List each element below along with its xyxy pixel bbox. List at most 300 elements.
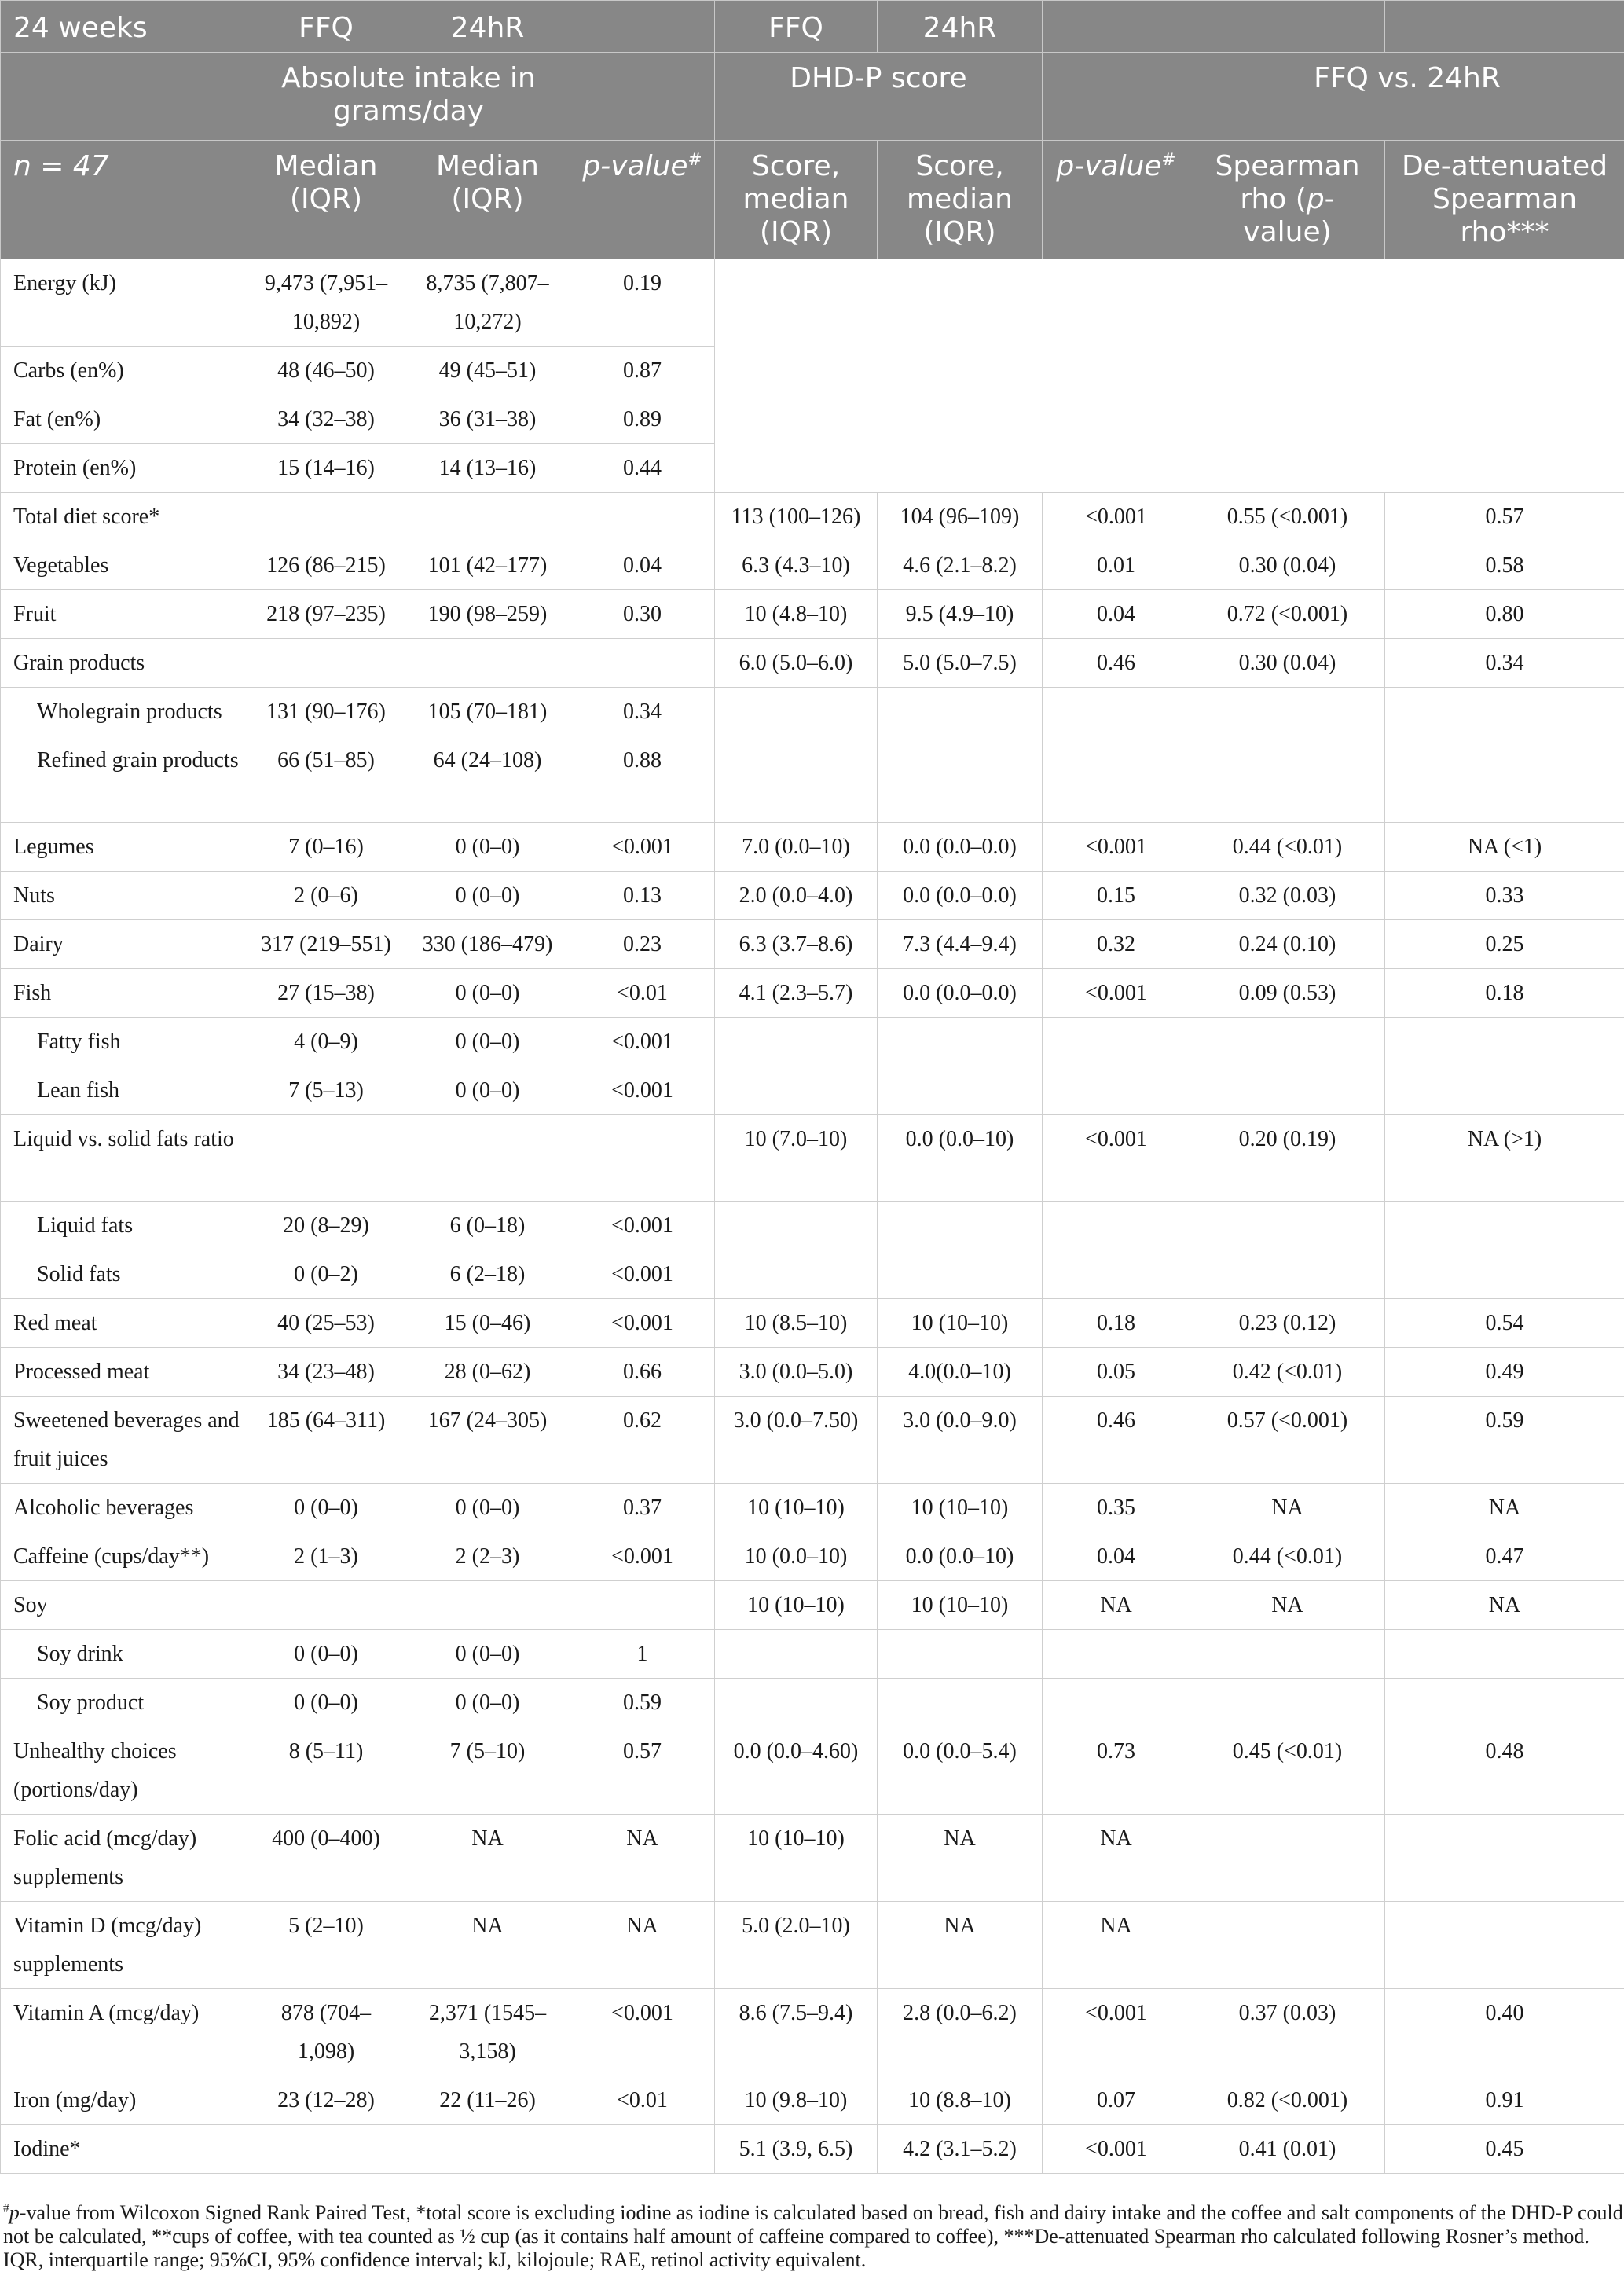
table-cell: NA (<1) — [1385, 823, 1624, 872]
table-cell: <0.001 — [570, 1202, 715, 1250]
table-cell — [1190, 688, 1385, 736]
row-label: Energy (kJ) — [1, 259, 247, 347]
table-cell: 101 (42–177) — [405, 541, 570, 590]
header-empty-3 — [1190, 1, 1385, 53]
table-cell — [878, 1066, 1043, 1115]
table-cell: 190 (98–259) — [405, 590, 570, 639]
table-row — [1, 1299, 1624, 1348]
header-24hr-2: 24hR — [878, 1, 1043, 53]
table-cell — [715, 736, 878, 823]
header-row-1 — [1, 1, 1624, 53]
table-cell: 0.01 — [1043, 541, 1190, 590]
table-cell: 7.0 (0.0–10) — [715, 823, 878, 872]
table-cell: 5.0 (2.0–10) — [715, 1902, 878, 1989]
table-cell: 4.1 (2.3–5.7) — [715, 969, 878, 1018]
table-cell: 0.20 (0.19) — [1190, 1115, 1385, 1202]
table-cell: 0.89 — [570, 395, 715, 444]
row-label: Red meat — [1, 1299, 247, 1348]
table-cell — [1190, 1679, 1385, 1727]
table-cell: 2.0 (0.0–4.0) — [715, 872, 878, 920]
table-cell — [1190, 1902, 1385, 1989]
table-row — [1, 920, 1624, 969]
header-24hr-1: 24hR — [405, 1, 570, 53]
table-cell: 10 (10–10) — [878, 1581, 1043, 1630]
table-row — [1, 1679, 1624, 1727]
table-row — [1, 590, 1624, 639]
table-cell: 22 (11–26) — [405, 2076, 570, 2125]
table-cell: 0.34 — [570, 688, 715, 736]
table-cell — [1190, 1815, 1385, 1902]
table-cell — [1043, 1018, 1190, 1066]
row-label: Processed meat — [1, 1348, 247, 1397]
table-cell: 113 (100–126) — [715, 493, 878, 541]
table-cell: 6 (0–18) — [405, 1202, 570, 1250]
table-row — [1, 1815, 1624, 1902]
table-cell — [1043, 444, 1190, 493]
table-cell — [1043, 1630, 1190, 1679]
header-sample-size: n = 47 — [1, 141, 247, 259]
table-cell — [1043, 1202, 1190, 1250]
table-cell: 3.0 (0.0–5.0) — [715, 1348, 878, 1397]
table-cell: 0.0 (0.0–10) — [878, 1532, 1043, 1581]
table-cell — [405, 1115, 570, 1202]
table-cell: <0.001 — [1043, 1989, 1190, 2076]
table-cell: <0.001 — [570, 1532, 715, 1581]
table-cell: 0 (0–0) — [247, 1484, 405, 1532]
table-cell: <0.001 — [1043, 493, 1190, 541]
table-cell: 10 (8.5–10) — [715, 1299, 878, 1348]
table-cell: 2 (0–6) — [247, 872, 405, 920]
table-cell: 0 (0–0) — [405, 1484, 570, 1532]
row-label: Fatty fish — [1, 1018, 247, 1066]
table-cell: 0.34 — [1385, 639, 1624, 688]
row-label: Alcoholic beverages — [1, 1484, 247, 1532]
table-cell: <0.001 — [1043, 969, 1190, 1018]
row-label: Lean fish — [1, 1066, 247, 1115]
table-cell: 400 (0–400) — [247, 1815, 405, 1902]
table-cell: NA (>1) — [1385, 1115, 1624, 1202]
table-cell: 185 (64–311) — [247, 1397, 405, 1484]
table-cell: 0 (0–0) — [405, 872, 570, 920]
pvalue-label: p-value — [1056, 150, 1161, 182]
table-cell: 0.19 — [570, 259, 715, 347]
table-cell: 0 (0–0) — [247, 1630, 405, 1679]
table-cell — [1043, 1679, 1190, 1727]
table-cell — [570, 1115, 715, 1202]
table-cell: 0.33 — [1385, 872, 1624, 920]
table-cell: 0.45 (<0.01) — [1190, 1727, 1385, 1815]
table-cell — [715, 1066, 878, 1115]
row-label: Caffeine (cups/day**) — [1, 1532, 247, 1581]
table-cell: 0 (0–0) — [405, 1630, 570, 1679]
header-absolute-intake: Absolute intake in grams/day — [247, 53, 570, 141]
table-cell — [247, 1115, 405, 1202]
table-cell — [1190, 736, 1385, 823]
table-cell: 0.0 (0.0–0.0) — [878, 872, 1043, 920]
table-cell: 7 (5–10) — [405, 1727, 570, 1815]
table-row — [1, 1532, 1624, 1581]
table-cell: 15 (14–16) — [247, 444, 405, 493]
table-row — [1, 444, 1624, 493]
table-cell: 2 (1–3) — [247, 1532, 405, 1581]
header-score-median-ffq: Score, median (IQR) — [715, 141, 878, 259]
header-pvalue-absolute — [570, 141, 715, 259]
table-cell: 5.0 (5.0–7.5) — [878, 639, 1043, 688]
row-label: Grain products — [1, 639, 247, 688]
header-deattenuated-rho: De-attenuated Spearman rho*** — [1385, 141, 1624, 259]
table-row — [1, 2076, 1624, 2125]
table-cell — [715, 1018, 878, 1066]
table-cell: <0.01 — [570, 2076, 715, 2125]
table-cell: 0.44 (<0.01) — [1190, 823, 1385, 872]
table-cell: <0.001 — [570, 1066, 715, 1115]
table-row — [1, 1484, 1624, 1532]
table-cell: 10 (9.8–10) — [715, 2076, 878, 2125]
table-cell: 36 (31–38) — [405, 395, 570, 444]
table-row — [1, 1902, 1624, 1989]
row-label: Fish — [1, 969, 247, 1018]
table-cell: 0.15 — [1043, 872, 1190, 920]
table-cell — [570, 493, 715, 541]
table-cell: 10 (10–10) — [878, 1299, 1043, 1348]
table-cell: 28 (0–62) — [405, 1348, 570, 1397]
row-label: Legumes — [1, 823, 247, 872]
table-cell: 0.18 — [1043, 1299, 1190, 1348]
table-cell: 64 (24–108) — [405, 736, 570, 823]
table-cell — [1385, 259, 1624, 347]
table-cell: 0 (0–0) — [405, 1018, 570, 1066]
header-empty-4 — [1385, 1, 1624, 53]
table-cell — [715, 347, 878, 395]
table-cell: 0.09 (0.53) — [1190, 969, 1385, 1018]
table-row — [1, 1066, 1624, 1115]
table-cell: 0.57 (<0.001) — [1190, 1397, 1385, 1484]
table-cell — [1190, 444, 1385, 493]
table-cell: 0.54 — [1385, 1299, 1624, 1348]
table-cell: 10 (4.8–10) — [715, 590, 878, 639]
header-ffq-1: FFQ — [247, 1, 405, 53]
table-cell: 167 (24–305) — [405, 1397, 570, 1484]
row-label: Fruit — [1, 590, 247, 639]
table-cell: 3.0 (0.0–7.50) — [715, 1397, 878, 1484]
table-cell: 0.04 — [1043, 590, 1190, 639]
table-cell — [1385, 688, 1624, 736]
table-cell — [570, 639, 715, 688]
table-cell: 0.0 (0.0–10) — [878, 1115, 1043, 1202]
table-cell: 4.6 (2.1–8.2) — [878, 541, 1043, 590]
table-cell: 6.3 (3.7–8.6) — [715, 920, 878, 969]
table-cell: NA — [1385, 1484, 1624, 1532]
table-cell: 10 (10–10) — [878, 1484, 1043, 1532]
table-cell: 0.46 — [1043, 639, 1190, 688]
table-cell: 0.32 — [1043, 920, 1190, 969]
table-cell: 0.47 — [1385, 1532, 1624, 1581]
header-median-iqr-ffq: Median (IQR) — [247, 141, 405, 259]
table-cell: 8 (5–11) — [247, 1727, 405, 1815]
table-cell: 0.44 — [570, 444, 715, 493]
table-cell: NA — [1043, 1581, 1190, 1630]
table-cell: 0.46 — [1043, 1397, 1190, 1484]
table-cell: 0.57 — [1385, 493, 1624, 541]
table-row — [1, 1348, 1624, 1397]
table-cell: 0.04 — [570, 541, 715, 590]
table-cell: 2.8 (0.0–6.2) — [878, 1989, 1043, 2076]
row-label: Wholegrain products — [1, 688, 247, 736]
table-cell — [1190, 1018, 1385, 1066]
table-cell: 0.13 — [570, 872, 715, 920]
table-cell — [1043, 1066, 1190, 1115]
table-row — [1, 1397, 1624, 1484]
table-cell: 0 (0–0) — [405, 1066, 570, 1115]
header-spearman-rho — [1190, 141, 1385, 259]
table-cell: 0.57 — [570, 1727, 715, 1815]
table-cell — [878, 688, 1043, 736]
table-cell — [1190, 347, 1385, 395]
table-cell: 10 (0.0–10) — [715, 1532, 878, 1581]
table-cell — [1043, 259, 1190, 347]
table-row — [1, 2125, 1624, 2174]
table-cell — [715, 259, 878, 347]
table-row — [1, 347, 1624, 395]
table-cell: 126 (86–215) — [247, 541, 405, 590]
header-score-median-24hr: Score, median (IQR) — [878, 141, 1043, 259]
table-cell: <0.001 — [570, 1299, 715, 1348]
table-cell — [405, 493, 570, 541]
table-cell — [1385, 347, 1624, 395]
table-cell — [1385, 1679, 1624, 1727]
table-cell: 4 (0–9) — [247, 1018, 405, 1066]
table-cell: 7 (0–16) — [247, 823, 405, 872]
row-label: Folic acid (mcg/day) supplements — [1, 1815, 247, 1902]
table-cell: 0.59 — [1385, 1397, 1624, 1484]
hash-mark: # — [688, 150, 702, 170]
table-cell — [715, 1202, 878, 1250]
row-label: Vitamin D (mcg/day) supplements — [1, 1902, 247, 1989]
row-label: Carbs (en%) — [1, 347, 247, 395]
table-cell: 0 (0–2) — [247, 1250, 405, 1299]
table-row — [1, 1018, 1624, 1066]
table-row — [1, 541, 1624, 590]
table-cell — [878, 1250, 1043, 1299]
table-cell: 6 (2–18) — [405, 1250, 570, 1299]
table-cell: 317 (219–551) — [247, 920, 405, 969]
table-cell: 9,473 (7,951–10,892) — [247, 259, 405, 347]
header-ffq-2: FFQ — [715, 1, 878, 53]
header-timepoint: 24 weeks — [1, 1, 247, 53]
header-empty-5 — [1, 53, 247, 141]
table-cell — [1043, 1250, 1190, 1299]
table-cell: 8.6 (7.5–9.4) — [715, 1989, 878, 2076]
row-label: Liquid fats — [1, 1202, 247, 1250]
table-cell: NA — [1190, 1581, 1385, 1630]
table-cell — [1043, 347, 1190, 395]
table-header — [1, 1, 1624, 259]
header-pvalue-score — [1043, 141, 1190, 259]
table-cell: 0.88 — [570, 736, 715, 823]
row-label: Refined grain products — [1, 736, 247, 823]
table-cell: 0.44 (<0.01) — [1190, 1532, 1385, 1581]
table-cell: 0.24 (0.10) — [1190, 920, 1385, 969]
table-cell: 2 (2–3) — [405, 1532, 570, 1581]
row-label: Unhealthy choices (portions/day) — [1, 1727, 247, 1815]
table-cell: 0 (0–0) — [405, 823, 570, 872]
table-cell — [1385, 1630, 1624, 1679]
table-cell: 0.87 — [570, 347, 715, 395]
table-cell: 104 (96–109) — [878, 493, 1043, 541]
table-cell: 34 (23–48) — [247, 1348, 405, 1397]
table-cell: 10 (10–10) — [715, 1484, 878, 1532]
row-label: Protein (en%) — [1, 444, 247, 493]
table-cell — [878, 259, 1043, 347]
table-cell — [878, 1202, 1043, 1250]
table-cell: 0.30 (0.04) — [1190, 541, 1385, 590]
header-row-3 — [1, 141, 1624, 259]
table-cell — [715, 1250, 878, 1299]
table-cell: 0.59 — [570, 1679, 715, 1727]
table-cell: 66 (51–85) — [247, 736, 405, 823]
table-cell: 0.23 (0.12) — [1190, 1299, 1385, 1348]
table-cell: 0.40 — [1385, 1989, 1624, 2076]
row-label: Soy product — [1, 1679, 247, 1727]
table-cell: 20 (8–29) — [247, 1202, 405, 1250]
table-cell: 0.48 — [1385, 1727, 1624, 1815]
table-cell — [1190, 1630, 1385, 1679]
table-cell: 0.37 — [570, 1484, 715, 1532]
table-cell: 0.66 — [570, 1348, 715, 1397]
table-cell — [1190, 1202, 1385, 1250]
header-ffq-vs-24hr: FFQ vs. 24hR — [1190, 53, 1624, 141]
table-cell: 48 (46–50) — [247, 347, 405, 395]
table-cell — [405, 639, 570, 688]
table-cell — [878, 444, 1043, 493]
table-cell — [878, 1679, 1043, 1727]
table-cell: NA — [1043, 1902, 1190, 1989]
table-cell: 0.62 — [570, 1397, 715, 1484]
table-row — [1, 1202, 1624, 1250]
pvalue-label: p-value — [582, 150, 687, 182]
table-cell: NA — [1385, 1581, 1624, 1630]
table-cell: 3.0 (0.0–9.0) — [878, 1397, 1043, 1484]
table-cell: <0.01 — [570, 969, 715, 1018]
table-cell — [878, 395, 1043, 444]
table-cell — [405, 2125, 570, 2174]
row-label: Vitamin A (mcg/day) — [1, 1989, 247, 2076]
table-row — [1, 969, 1624, 1018]
table-cell: 10 (8.8–10) — [878, 2076, 1043, 2125]
row-label: Liquid vs. solid fats ratio — [1, 1115, 247, 1202]
table-cell: 0.05 — [1043, 1348, 1190, 1397]
table-cell: 0.0 (0.0–0.0) — [878, 823, 1043, 872]
table-cell: 34 (32–38) — [247, 395, 405, 444]
row-label: Sweetened beverages and fruit juices — [1, 1397, 247, 1484]
table-cell — [570, 2125, 715, 2174]
table-cell: <0.001 — [570, 823, 715, 872]
table-cell: 27 (15–38) — [247, 969, 405, 1018]
table-cell: 5.1 (3.9, 6.5) — [715, 2125, 878, 2174]
row-label: Iron (mg/day) — [1, 2076, 247, 2125]
table-cell — [1385, 1250, 1624, 1299]
table-body — [1, 259, 1624, 2174]
table-cell: 0.0 (0.0–4.60) — [715, 1727, 878, 1815]
table-cell: 4.0(0.0–10) — [878, 1348, 1043, 1397]
header-empty-1 — [570, 1, 715, 53]
table-cell: 9.5 (4.9–10) — [878, 590, 1043, 639]
table-cell — [1385, 736, 1624, 823]
table-cell: NA — [1043, 1815, 1190, 1902]
spearman-suffix: -value) — [1243, 183, 1334, 248]
table-cell: 10 (7.0–10) — [715, 1115, 878, 1202]
header-row-2 — [1, 53, 1624, 141]
header-dhdp-score: DHD-P score — [715, 53, 1043, 141]
table-row — [1, 1727, 1624, 1815]
table-cell: 6.3 (4.3–10) — [715, 541, 878, 590]
table-cell: NA — [405, 1815, 570, 1902]
table-cell: 0.07 — [1043, 2076, 1190, 2125]
table-cell: 15 (0–46) — [405, 1299, 570, 1348]
table-cell: <0.001 — [1043, 823, 1190, 872]
table-cell — [1043, 395, 1190, 444]
table-cell: 0.18 — [1385, 969, 1624, 1018]
table-row — [1, 1250, 1624, 1299]
table-cell — [715, 395, 878, 444]
footnote-text: -value from Wilcoxon Signed Rank Paired Test, *total score is excluding iodine as iodine is calculated based on bread, fish and dairy intake and the coffee and salt components of the DHD-P could not be calculated, **cups of coffee, with tea counted as ½ cup (as it contains half amount of caffeine compared to coffee), ***De-attenuated Spearman rho calculated following Rosner’s method. IQR, interquartile range; 95%CI, 95% confidence interval; kJ, kilojoule; RAE, retinol activity equivalent. — [3, 2201, 1623, 2271]
table-cell: 7 (5–13) — [247, 1066, 405, 1115]
table-cell: <0.001 — [570, 1018, 715, 1066]
table-cell: 0.0 (0.0–5.4) — [878, 1727, 1043, 1815]
table-cell: 5 (2–10) — [247, 1902, 405, 1989]
table-cell: <0.001 — [1043, 1115, 1190, 1202]
table-cell: 6.0 (5.0–6.0) — [715, 639, 878, 688]
table-cell — [715, 1630, 878, 1679]
table-cell: <0.001 — [570, 1989, 715, 2076]
table-cell: NA — [570, 1902, 715, 1989]
table-cell — [715, 1679, 878, 1727]
table-row — [1, 1115, 1624, 1202]
header-median-iqr-24hr: Median (IQR) — [405, 141, 570, 259]
table-cell — [715, 688, 878, 736]
row-label: Total diet score* — [1, 493, 247, 541]
table-cell: 2,371 (1545–3,158) — [405, 1989, 570, 2076]
table-cell: 0.45 — [1385, 2125, 1624, 2174]
table-cell: <0.001 — [570, 1250, 715, 1299]
table-row — [1, 1581, 1624, 1630]
table-cell: 0.80 — [1385, 590, 1624, 639]
header-empty-7 — [1043, 53, 1190, 141]
table-row — [1, 1989, 1624, 2076]
table-cell: 0.0 (0.0–0.0) — [878, 969, 1043, 1018]
table-cell: 0.73 — [1043, 1727, 1190, 1815]
row-label: Solid fats — [1, 1250, 247, 1299]
table-cell — [1190, 395, 1385, 444]
table-cell — [878, 347, 1043, 395]
row-label: Fat (en%) — [1, 395, 247, 444]
table-cell — [1190, 1250, 1385, 1299]
table-cell: 7.3 (4.4–9.4) — [878, 920, 1043, 969]
table-cell: 40 (25–53) — [247, 1299, 405, 1348]
table-cell — [878, 736, 1043, 823]
table-cell: 0 (0–0) — [405, 969, 570, 1018]
table-cell: NA — [878, 1815, 1043, 1902]
table-cell: 0.23 — [570, 920, 715, 969]
table-cell — [1043, 736, 1190, 823]
table-footnote — [0, 2195, 1624, 2272]
table-cell — [1385, 395, 1624, 444]
table-cell: 330 (186–479) — [405, 920, 570, 969]
table-cell: 49 (45–51) — [405, 347, 570, 395]
table-cell: 0.30 — [570, 590, 715, 639]
table-cell: 0.91 — [1385, 2076, 1624, 2125]
table-cell — [878, 1630, 1043, 1679]
